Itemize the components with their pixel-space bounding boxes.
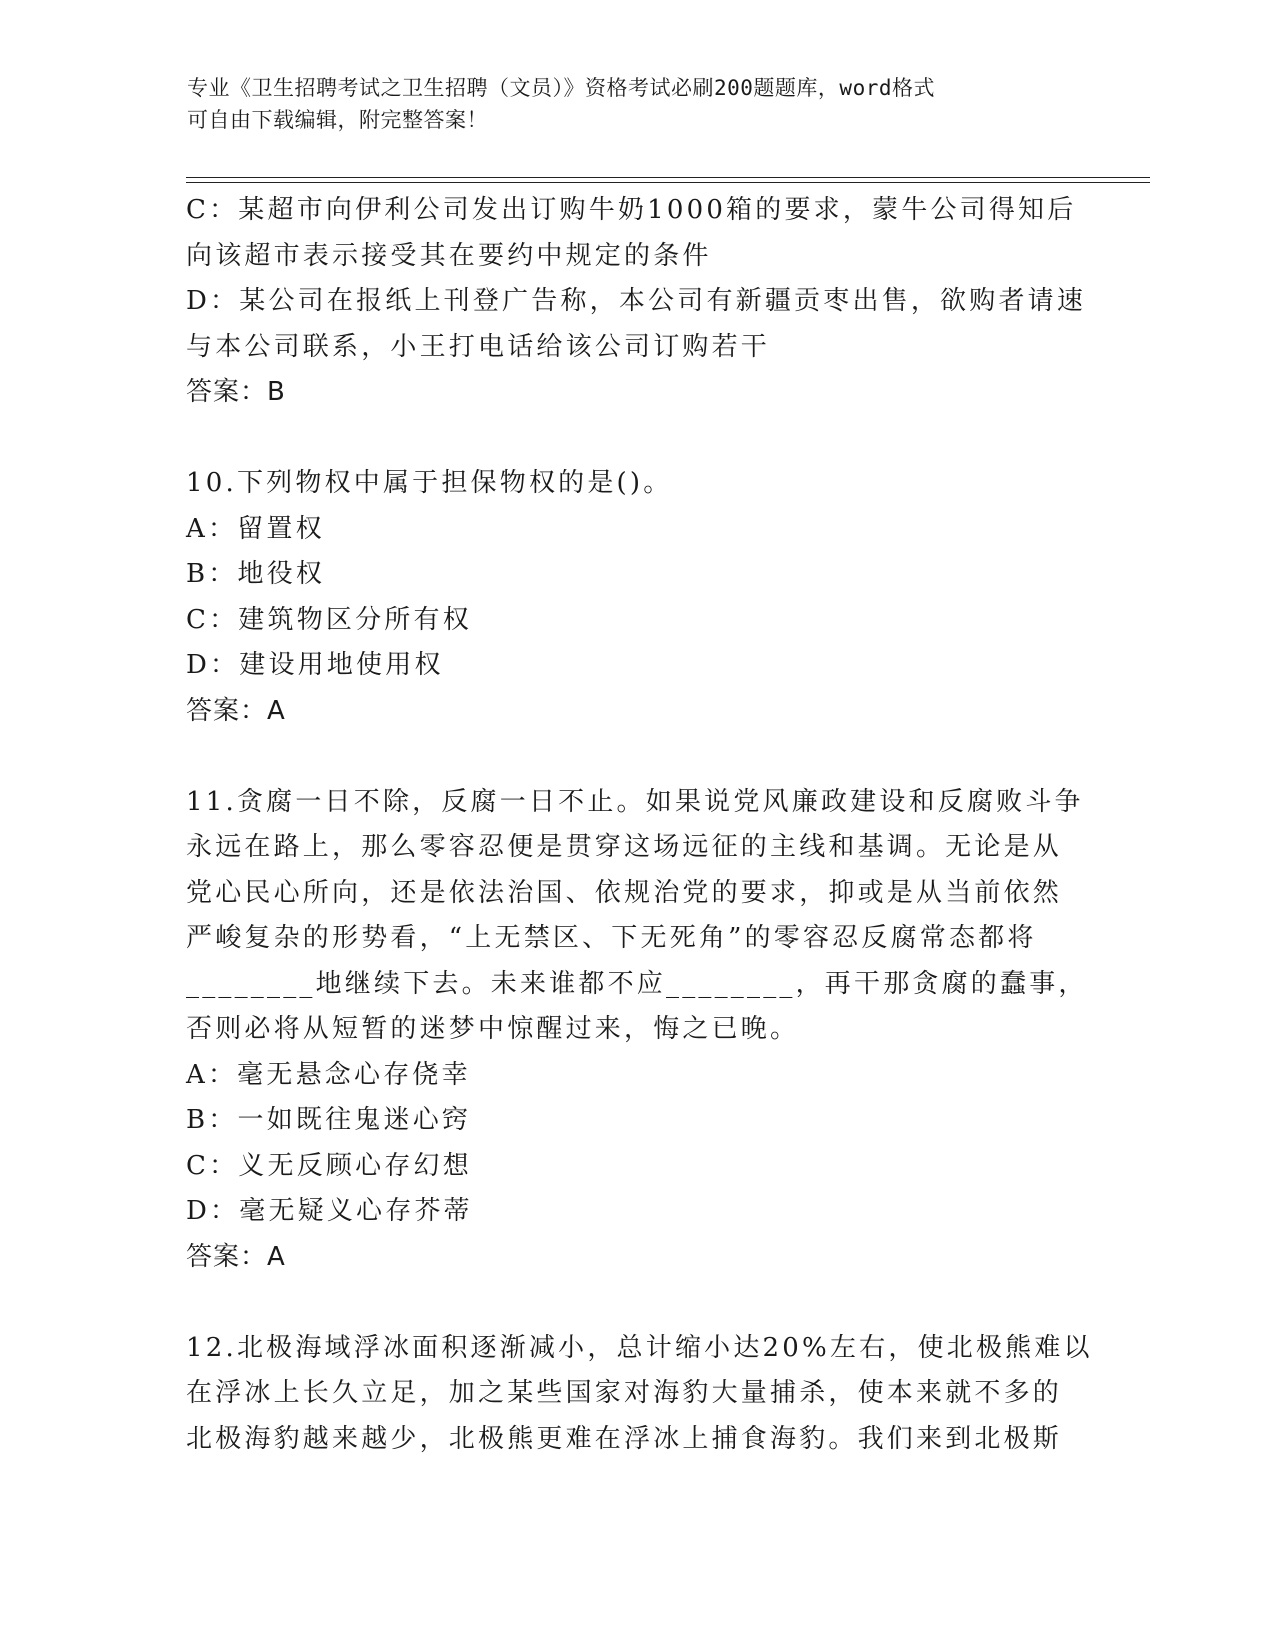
question-content [186,188,1093,1462]
q11-option-d: D：毫无疑义心存芥蒂 [186,1196,473,1226]
q9-option-c-line-2: 向该超市表示接受其在要约中规定的条件 [186,240,712,271]
q11-answer: 答案：A [186,1241,286,1272]
header-divider-top [186,177,1150,178]
q11-stem-line-1: 11.贪腐一日不除，反腐一日不止。如果说党风廉政建设和反腐败斗争 [186,786,1084,817]
q11-option-c: C：义无反顾心存幻想 [186,1150,472,1181]
header-divider-bottom [186,182,1150,183]
q11-stem-line-3: 党心民心所向，还是依法治国、依规治党的要求，抑或是从当前依然 [186,877,1063,908]
header-title-line-1: 专业《卫生招聘考试之卫生招聘（文员）》资格考试必刷200题题库，word格式 [187,76,935,100]
q12-stem-line-2: 在浮冰上长久立足，加之某些国家对海豹大量捕杀，使本来就不多的 [186,1378,1063,1408]
header-title-line-2: 可自由下载编辑，附完整答案！ [187,108,488,132]
q10-option-d: D：建设用地使用权 [186,650,444,680]
q9-answer: 答案：B [186,377,286,407]
q11-stem-line-2: 永远在路上，那么零容忍便是贯穿这场远征的主线和基调。无论是从 [186,832,1063,862]
spacer [186,416,1086,462]
q9-option-d-line-1: D：某公司在报纸上刊登广告称，本公司有新疆贡枣出售，欲购者请速 [186,286,1087,316]
q11-option-b: B：一如既往鬼迷心窍 [186,1105,472,1135]
q10-option-a: A：留置权 [186,513,325,544]
q10-option-b: B：地役权 [186,559,326,589]
spacer [186,734,1086,780]
q11-option-a: A：毫无悬念心存侥幸 [186,1059,471,1090]
q9-option-c-line-1: C：某超市向伊利公司发出订购牛奶1000箱的要求，蒙牛公司得知后 [186,195,1077,225]
q11-stem-line-6: 否则必将从短暂的迷梦中惊醒过来，悔之已晚。 [186,1014,800,1044]
q12-stem-line-3: 北极海豹越来越少，北极熊更难在浮冰上捕食海豹。我们来到北极斯 [186,1423,1063,1454]
spacer [186,1280,1086,1326]
q10-option-c: C：建筑物区分所有权 [186,604,472,635]
q10-stem: 10.下列物权中属于担保物权的是()。 [186,468,673,498]
q9-option-d-line-2: 与本公司联系，小王打电话给该公司订购若干 [186,331,771,362]
q11-stem-line-5: ________地继续下去。未来谁都不应________，再干那贪腐的蠢事， [186,968,1088,999]
q11-stem-line-4: 严峻复杂的形势看，“上无禁区、下无死角”的零容忍反腐常态都将 [186,923,1037,953]
q10-answer: 答案：A [186,695,286,726]
q12-stem-line-1: 12.北极海域浮冰面积逐渐减小，总计缩小达20%左右，使北极熊难以 [186,1332,1093,1363]
document-header [187,72,1067,136]
